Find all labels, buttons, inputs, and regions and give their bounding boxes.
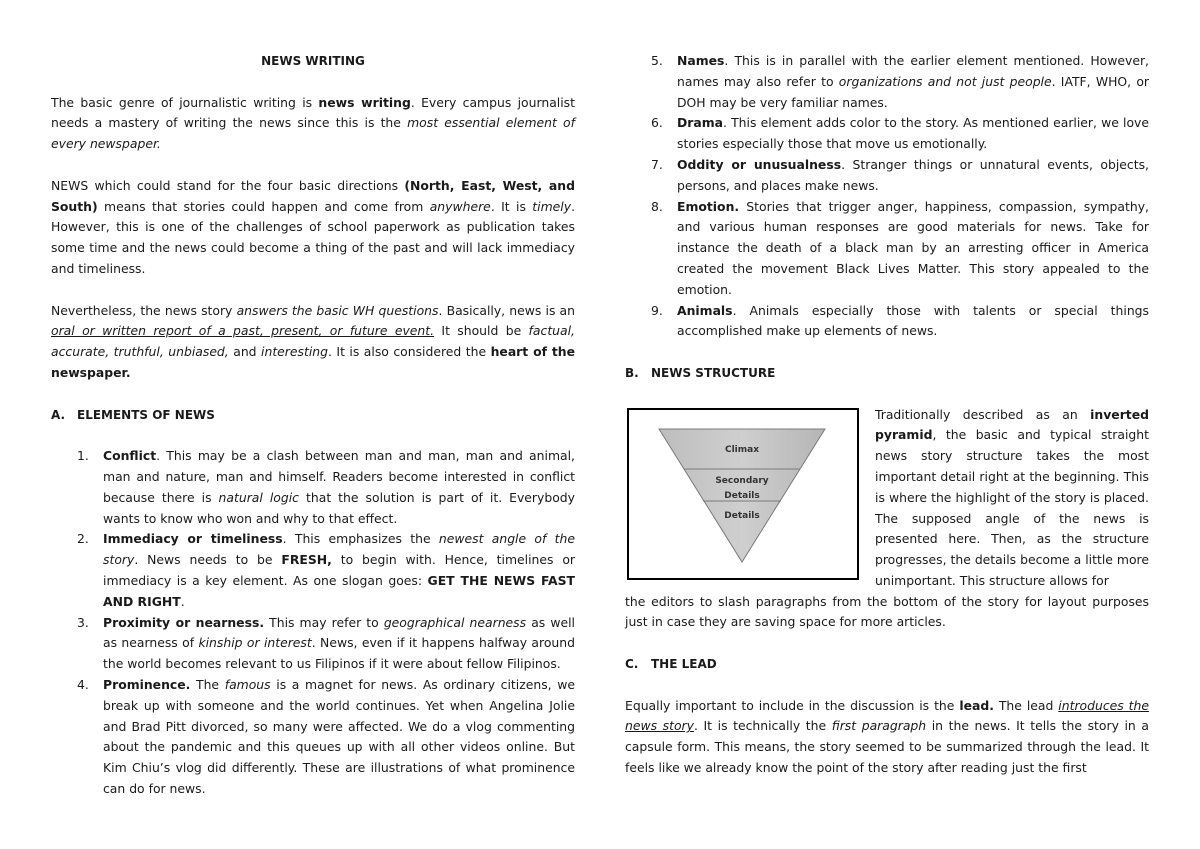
pyramid-label-secondary: Secondary bbox=[715, 475, 769, 486]
list-item-oddity: 7. Oddity or unusualness. Stranger things or unnatural events, objects, persons, and places make news. bbox=[651, 156, 1149, 193]
list-item-emotion: 8. Emotion. Stories that trigger anger, happiness, compassion, sympathy, and various human responses are good materials for news. Take for instance the death of a black man by an arresting officer in America created the movement Black Lives Matter. This story appealed to the emotion. bbox=[651, 198, 1149, 297]
intro-paragraph-1: The basic genre of journalistic writing is news writing. Every campus journalist needs a mastery of writing the news since this is the most essential element of every newspaper. bbox=[51, 94, 575, 152]
list-item-names: 5. Names. This is in parallel with the earlier element mentioned. However, names may also refer to organizations and not just people. IATF, WHO, or DOH may be very familiar names. bbox=[651, 53, 1149, 110]
section-a-heading: A. ELEMENTS OF NEWS bbox=[51, 407, 215, 422]
structure-paragraph-continued: the editors to slash paragraphs from the bottom of the story for layout purposes just in case they are saving space for more articles. bbox=[625, 593, 1149, 630]
list-item-immediacy: 2. Immediacy or timeliness. This emphasizes the newest angle of the story. News needs to be FRESH, to begin with. Hence, timelines or immediacy is a key element. As one slogan goes: GET THE NEWS FAST AND RIGHT. bbox=[77, 531, 576, 609]
intro-paragraph-2: NEWS which could stand for the four basic directions (North, East, West, and South) means that stories could happen and come from anywhere. It is timely. However, this is one of the challenges of school paperwork as publication takes some time and the news could become a thing of the past and will lack immediacy and timeliness. bbox=[51, 177, 576, 276]
section-c-heading: C. THE LEAD bbox=[625, 656, 717, 671]
left-column bbox=[51, 51, 575, 800]
list-item-proximity: 3. Proximity or nearness. This may refer to geographical nearness as well as nearness of kinship or interest. News, even if it happens halfway around the world becomes relevant to us Filipinos if it were about fellow Filipinos. bbox=[77, 614, 576, 672]
list-item-drama: 6. Drama. This element adds color to the story. As mentioned earlier, we love stories especially those that move us emotionally. bbox=[651, 115, 1149, 152]
intro-paragraph-3: Nevertheless, the news story answers the basic WH questions. Basically, news is an oral or written report of a past, present, or future event. It should be factual, accurate, truthful, unbiased, and interesting. It is also considered the heart of the newspaper. bbox=[51, 302, 576, 380]
structure-wrap bbox=[625, 405, 1149, 592]
list-item-prominence: 4. Prominence. The famous is a magnet for news. As ordinary citizens, we break up with someone and the world continues. Yet when Angelina Jolie and Brad Pitt divorced, so many were affected. We do a vlog commenting about the pandemic and this queues up with all other videos online. But Kim Chiu’s vlog did differently. These are illustrations of what prominence can do for news. bbox=[77, 676, 575, 796]
inverted-pyramid-diagram bbox=[629, 410, 857, 578]
elements-list-left bbox=[51, 446, 575, 800]
elements-list-right bbox=[625, 51, 1149, 342]
right-column bbox=[625, 51, 1149, 779]
pyramid-label-details: Details bbox=[724, 510, 760, 521]
section-b-heading: B. NEWS STRUCTURE bbox=[625, 365, 776, 380]
list-item-conflict: 1. Conflict. This may be a clash between man and man, man and animal, man and nature, man and himself. Readers become interested in conflict because there is natural logic that the solution is part of it. Everybody wants to know who won and why to that effect. bbox=[77, 448, 576, 526]
inverted-pyramid-figure bbox=[627, 408, 859, 580]
pyramid-label-secondary-details: Details bbox=[724, 490, 760, 501]
page-title: NEWS WRITING bbox=[261, 54, 365, 68]
structure-paragraph-wrap: Traditionally described as an inverted pyramid, the basic and typical straight news story structure takes the most important detail right at the beginning. This is where the highlight of the story is placed. The supposed angle of the news is presented here. Then, as the structure progresses, the details become a little more unimportant. This structure allows for bbox=[875, 406, 1149, 588]
lead-paragraph: Equally important to include in the discussion is the lead. The lead introduces the news story. It is technically the first paragraph in the news. It tells the story in a capsule form. This means, the story seemed to be summarized through the lead. It feels like we already know the point of the story after reading just the first bbox=[625, 697, 1149, 775]
list-item-animals: 9. Animals. Animals especially those with talents or special things accomplished make up elements of news. bbox=[651, 302, 1149, 339]
pyramid-label-climax: Climax bbox=[724, 444, 760, 455]
